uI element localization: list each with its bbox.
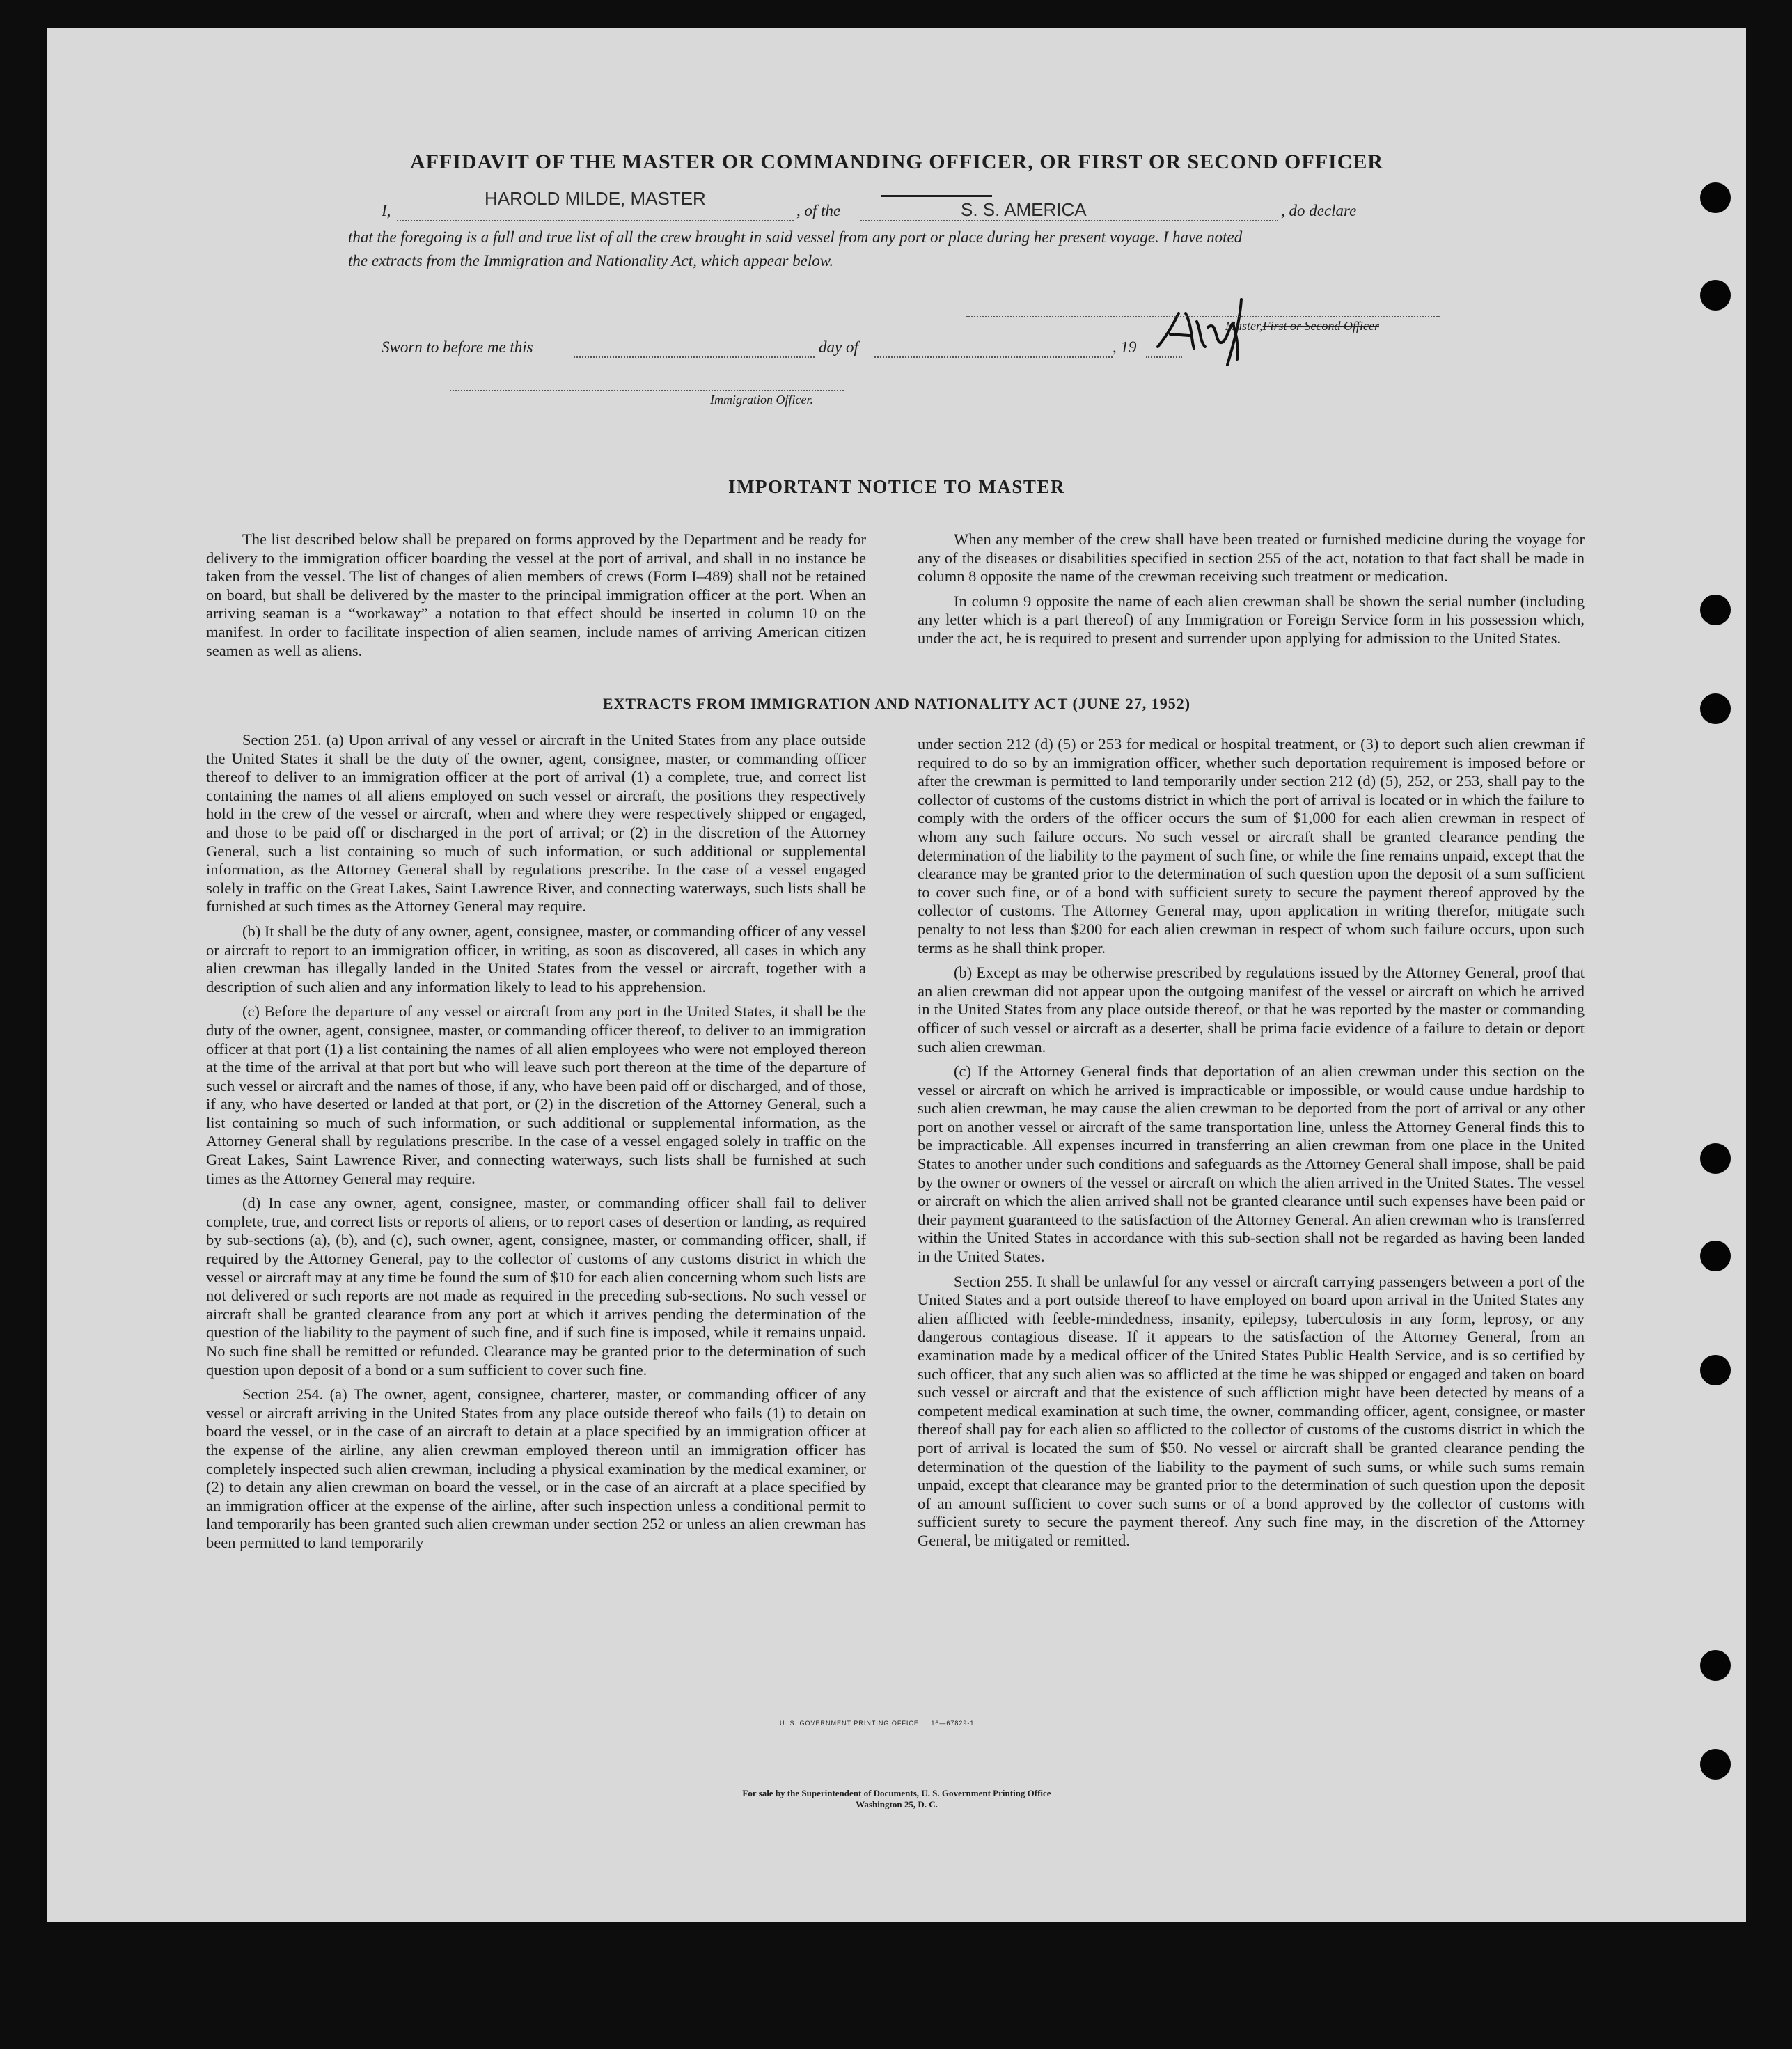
extracts-right-column xyxy=(918,735,1585,1557)
do-declare-label: , do declare xyxy=(1281,202,1357,219)
extract-paragraph: (c) If the Attorney General finds that deportation of an alien crewman under this section on the vessel or aircraft on which he arrived is impracticable or impossible, or would cause undue hardship to such alien crewman, he may cause the alien crewman to be deported from the port of arrival or any other port on another vessel or aircraft of the same transportation line, unless the Attorney General finds this to be impracticable. All expenses incurred in transferring an alien crewman from one place in the United States to another under such conditions and safeguards as the Attorney General shall impose, shall be paid by the owner or owners of the vessel or aircraft on which the alien arrived in the United States. The vessel or aircraft on which the alien arrived shall not be granted clearance until such expenses have been paid or their payment guaranteed to the satisfaction of the Attorney General. An alien crewman who is transferred within the United States in accordance with this sub-section shall not be regarded as having been landed in the United States. xyxy=(918,1062,1585,1266)
declaration-line xyxy=(382,188,1495,227)
master-name: HAROLD MILDE, MASTER xyxy=(485,188,706,209)
punch-hole xyxy=(1700,1355,1731,1385)
sworn-line xyxy=(382,338,1287,366)
title-divider xyxy=(881,195,992,197)
punch-hole xyxy=(1700,595,1731,625)
notice-right-column xyxy=(918,531,1585,654)
sworn-label: Sworn to before me this xyxy=(382,338,533,356)
notice-left-column xyxy=(206,531,866,666)
day-of-label: day of xyxy=(819,338,858,356)
extracts-left-column xyxy=(206,731,866,1559)
for-sale-notice xyxy=(47,1788,1746,1810)
of-the-label: , of the xyxy=(796,202,841,219)
notice-paragraph: The list described below shall be prepared on forms approved by the Department and be ready for delivery to the immigration officer boarding the vessel at the port of arrival, and shall in no instance be taken from the vessel. The list of changes of alien members of crews (Form I–489) shall not be retained on board, but shall be delivered by the master to the principal immigration officer at the port. When an arriving seaman is a “workaway” a notation to that effect should be inserted in column 10 on the manifest. In order to facilitate inspection of alien seamen, include names of arriving American citizen seamen as well as aliens. xyxy=(206,531,866,659)
for-sale-line-1: For sale by the Superintendent of Documents, U. S. Government Printing Office xyxy=(742,1788,1051,1798)
extract-paragraph: (b) It shall be the duty of any owner, agent, consignee, master, or commanding officer of any vessel or aircraft to report to an immigration officer, in writing, as soon as discovered, all cases in which any alien crewman has illegally landed in the United States from the vessel or aircraft, together with a description of such alien and any information likely to lead to his apprehension. xyxy=(206,922,866,996)
extract-paragraph: Section 255. It shall be unlawful for any vessel or aircraft carrying passengers between a port of the United States and a port outside thereof to have employed on board upon arrival in the United States any alien afflicted with feeble-mindedness, insanity, epilepsy, tuberculosis in any form, leprosy, or any dangerous contagious disease. If it appears to the satisfaction of the Attorney General, from an examination made by a medical officer of the United States Public Health Service, and is so certified by such officer, that any such alien was so afflicted at the time he was shipped or engaged and taken on board such vessel or aircraft and that the existence of such affliction might have been detected by means of a competent medical examination at such time, the owner, commanding officer, agent, consignee, or master thereof shall pay for each alien so afflicted to the collector of customs of the customs district in which the port of arrival is located the sum of $50. No vessel or aircraft shall be granted clearance pending the determination of the question of the liability to the payment of such sums, or while such sums remain unpaid, except that clearance may be granted prior to the determination of such question upon the deposit of an amount sufficient to cover such sums or of a bond approved by the collector of customs with sufficient surety to secure the payment thereof. Any such fine may, in the discretion of the Attorney General, be mitigated or remitted. xyxy=(918,1272,1585,1549)
statement-line-1: that the foregoing is a full and true list of all the crew brought in said vessel from any port or place during her present voyage. I have noted xyxy=(348,228,1243,246)
extract-paragraph: under section 212 (d) (5) or 253 for medical or hospital treatment, or (3) to deport such alien crewman if required to do so by an immigration officer, whether such deportation requirement is imposed before or after the crewman is permitted to land temporarily under section 212 (d) (5), 252, or 253, shall pay to the collector of customs of the customs district in which the port of arrival is located or in which the failure to comply with the orders of the officer occurs the sum of $1,000 for each alien crewman in respect of whom any such failure occurs. No such vessel or aircraft shall be granted clearance pending the determination of the liability to the payment of such fine, or while the fine remains unpaid, except that the clearance may be granted prior to the determination of such question upon the deposit of a sum sufficient to cover such fine, or of a bond with sufficient surety to secure the payment thereof approved by the collector of customs. The Attorney General may, upon application in writing therefor, mitigate such penalty to not less than $200 for each alien crewman in respect of whom such failure occurs, upon such terms as he shall think proper. xyxy=(918,735,1585,957)
extract-paragraph: (b) Except as may be otherwise prescribed by regulations issued by the Attorney General, proof that an alien crewman did not appear upon the outgoing manifest of the vessel or aircraft on which he arrived in the United States from any place outside thereof, or that he was reported by the master or commanding officer of such vessel or aircraft as a deserter, shall be prima facie evidence of a failure to detain or deport such alien crewman. xyxy=(918,964,1585,1055)
punch-hole xyxy=(1700,1650,1731,1681)
immigration-officer-label: Immigration Officer. xyxy=(710,393,813,407)
extract-paragraph: Section 254. (a) The owner, agent, consignee, charterer, master, or commanding officer of any vessel or aircraft arriving in the United States from any place outside thereof who fails (1) to detain on board the vessel, or in the case of an aircraft to detain at a place specified by an immigration officer at the expense of the airline, any alien crewman employed thereon until an immigration officer has completely inspected such alien crewman, including a physical examination by the medical examiner, or (2) to detain any alien crewman on board the vessel, or in the case of an aircraft at a place specified by an immigration officer at the expense of the airline, after such inspection unless a conditional permit to land temporarily has been granted such alien crewman under section 252 or unless an alien crewman has been permitted to land temporarily xyxy=(206,1385,866,1551)
punch-hole xyxy=(1700,280,1731,311)
extracts-title: EXTRACTS FROM IMMIGRATION AND NATIONALITY ACT (JUNE 27, 1952) xyxy=(602,695,1191,712)
print-code: U. S. GOVERNMENT PRINTING OFFICE 16—67829-1 xyxy=(780,1720,975,1727)
signatory-role xyxy=(1225,319,1379,333)
punch-hole xyxy=(1700,1749,1731,1780)
punch-hole xyxy=(1700,182,1731,213)
punch-hole xyxy=(1700,1143,1731,1174)
year-label: , 19 xyxy=(1113,338,1137,356)
affidavit-form-page xyxy=(47,28,1746,1922)
notice-title: IMPORTANT NOTICE TO MASTER xyxy=(728,476,1065,497)
statement-line-2: the extracts from the Immigration and Nationality Act, which appear below. xyxy=(348,252,834,269)
affidavit-title: AFFIDAVIT OF THE MASTER OR COMMANDING OFFICER, OR FIRST OR SECOND OFFICER xyxy=(409,150,1384,173)
extract-paragraph: Section 251. (a) Upon arrival of any vessel or aircraft in the United States from any place outside the United States it shall be the duty of the owner, agent, consignee, master, or commanding officer thereof to deliver to an immigration officer at the port of arrival (1) a complete, true, and correct list containing the names of all aliens employed on such vessel or aircraft, the positions they respectively hold in the crew of the vessel or aircraft, when and where they were respectively shipped or engaged, and those to be paid off or discharged in the port of arrival; or (2) in the discretion of the Attorney General, such a list containing so much of such information, or such additional or supplemental information, as the Attorney General shall by regulations prescribe. In the case of a vessel engaged solely in traffic on the Great Lakes, Saint Lawrence River, and connecting waterways, such lists shall be furnished at such times as the Attorney General may require. xyxy=(206,731,866,916)
for-sale-line-2: Washington 25, D. C. xyxy=(856,1799,938,1809)
vessel-name: S. S. AMERICA xyxy=(961,199,1087,220)
notice-paragraph: When any member of the crew shall have been treated or furnished medicine during the voyage for any of the diseases or disabilities specified in section 255 of the act, notation to that fact shall be made in column 8 opposite the name of the crewman receiving such treatment or medication. xyxy=(918,531,1585,586)
notice-paragraph: In column 9 opposite the name of each alien crewman shall be shown the serial number (including any letter which is a part thereof) of any Immigration or Foreign Service form in his possession which, under the act, he is required to present and surrender upon applying for admission to the United States. xyxy=(918,592,1585,647)
decl-i-label: I, xyxy=(382,202,391,219)
struck-officer-label: First or Second Officer xyxy=(1262,319,1379,333)
extract-paragraph: (d) In case any owner, agent, consignee, master, or commanding officer shall fail to deliver complete, true, and correct lists or reports of aliens, or to report cases of desertion or landing, as required by sub-sections (a), (b), and (c), such owner, agent, consignee, master, or commanding officer, shall, if required by the Attorney General, pay to the collector of customs of any customs district in which the vessel or aircraft may at any time be found the sum of $10 for each alien concerning whom such lists are not delivered or such reports are not made as required in the preceding sub-sections. No such vessel or aircraft shall be granted clearance from any port at which it arrives pending the determination of the question of the liability to the payment of such fine, and if such fine is imposed, while it remains unpaid. No such fine shall be remitted or refunded. Clearance may be granted prior to the determination of such question upon deposit of a bond or a sum sufficient to cover such fine. xyxy=(206,1194,866,1379)
extract-paragraph: (c) Before the departure of any vessel or aircraft from any port in the United States, it shall be the duty of the owner, agent, consignee, master, or commanding officer thereof, to deliver to an immigration officer at that port (1) a list containing the names of all alien employees who were not employed thereon at the time of the arrival at that port but who will leave such port thereon at the time of the departure of such vessel or aircraft and the names of those, if any, who have been paid off or discharged, and of those, if any, who have deserted or landed at that port, or (2) in the discretion of the Attorney General, such a list containing so much of such information, or such additional or supplemental information, as the Attorney General shall by regulations prescribe. In the case of a vessel engaged solely in traffic on the Great Lakes, Saint Lawrence River, and connecting waterways, such lists shall be furnished at such times as the Attorney General may require. xyxy=(206,1003,866,1187)
master-label: Master, xyxy=(1225,319,1263,333)
punch-hole xyxy=(1700,1241,1731,1271)
